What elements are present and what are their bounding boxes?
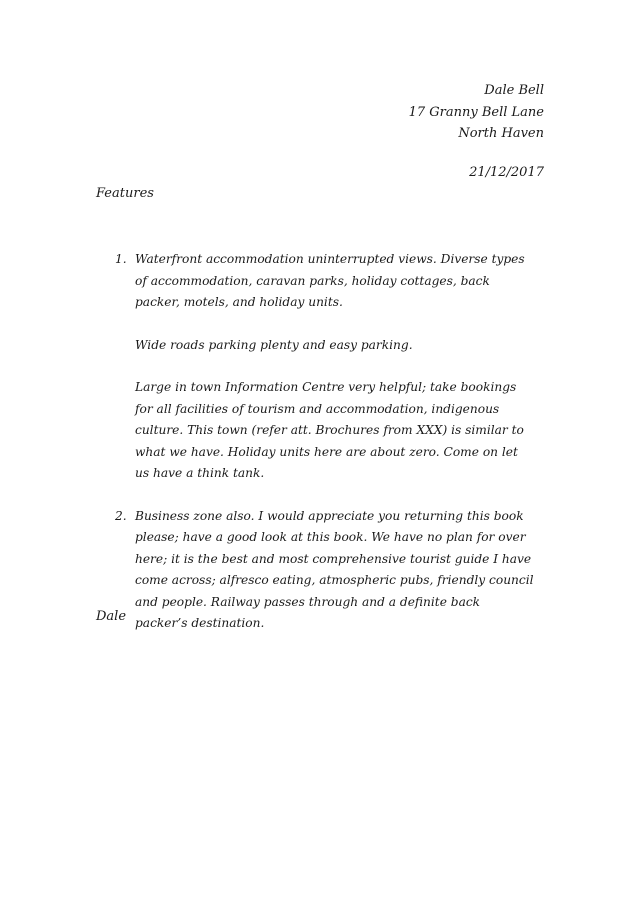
letter-heading: Features — [96, 186, 154, 201]
sender-name: Dale Bell — [484, 83, 544, 98]
list-item-paragraph: Large in town Information Centre very helpful; take bookings for all facilities of tourism and accommodation, indigenous culture. This town (refer att. Brochures from XXX) is similar to what we have. Holiday units here are about zero. Come on let us have a think tank. — [135, 380, 524, 480]
features-list — [115, 249, 535, 656]
list-item-paragraph: Business zone also. I would appreciate you returning this book please; have a good look at this book. We have no plan for over here; it is the best and most comprehensive tourist guide I have come across; alfresco eating, atmospheric pubs, friendly council and people. Railway passes through and a definite back packer’s destination. — [135, 508, 534, 630]
sender-address — [409, 80, 544, 145]
list-item-paragraph: Waterfront accommodation uninterrupted views. Diverse types of accommodation, caravan parks, holiday cottages, back packer, motels, and holiday units. — [135, 252, 525, 309]
list-item — [115, 249, 535, 485]
list-item — [115, 506, 535, 635]
list-item-paragraph: Wide roads parking plenty and easy parking. — [135, 337, 413, 352]
sender-street: 17 Granny Bell Lane — [408, 104, 544, 120]
list-item-number: 1. — [115, 252, 127, 266]
letter-signoff: Dale — [96, 609, 127, 624]
letter-date: 21/12/2017 — [469, 165, 544, 180]
list-item-number: 2. — [115, 508, 127, 523]
sender-town: North Haven — [458, 126, 544, 141]
